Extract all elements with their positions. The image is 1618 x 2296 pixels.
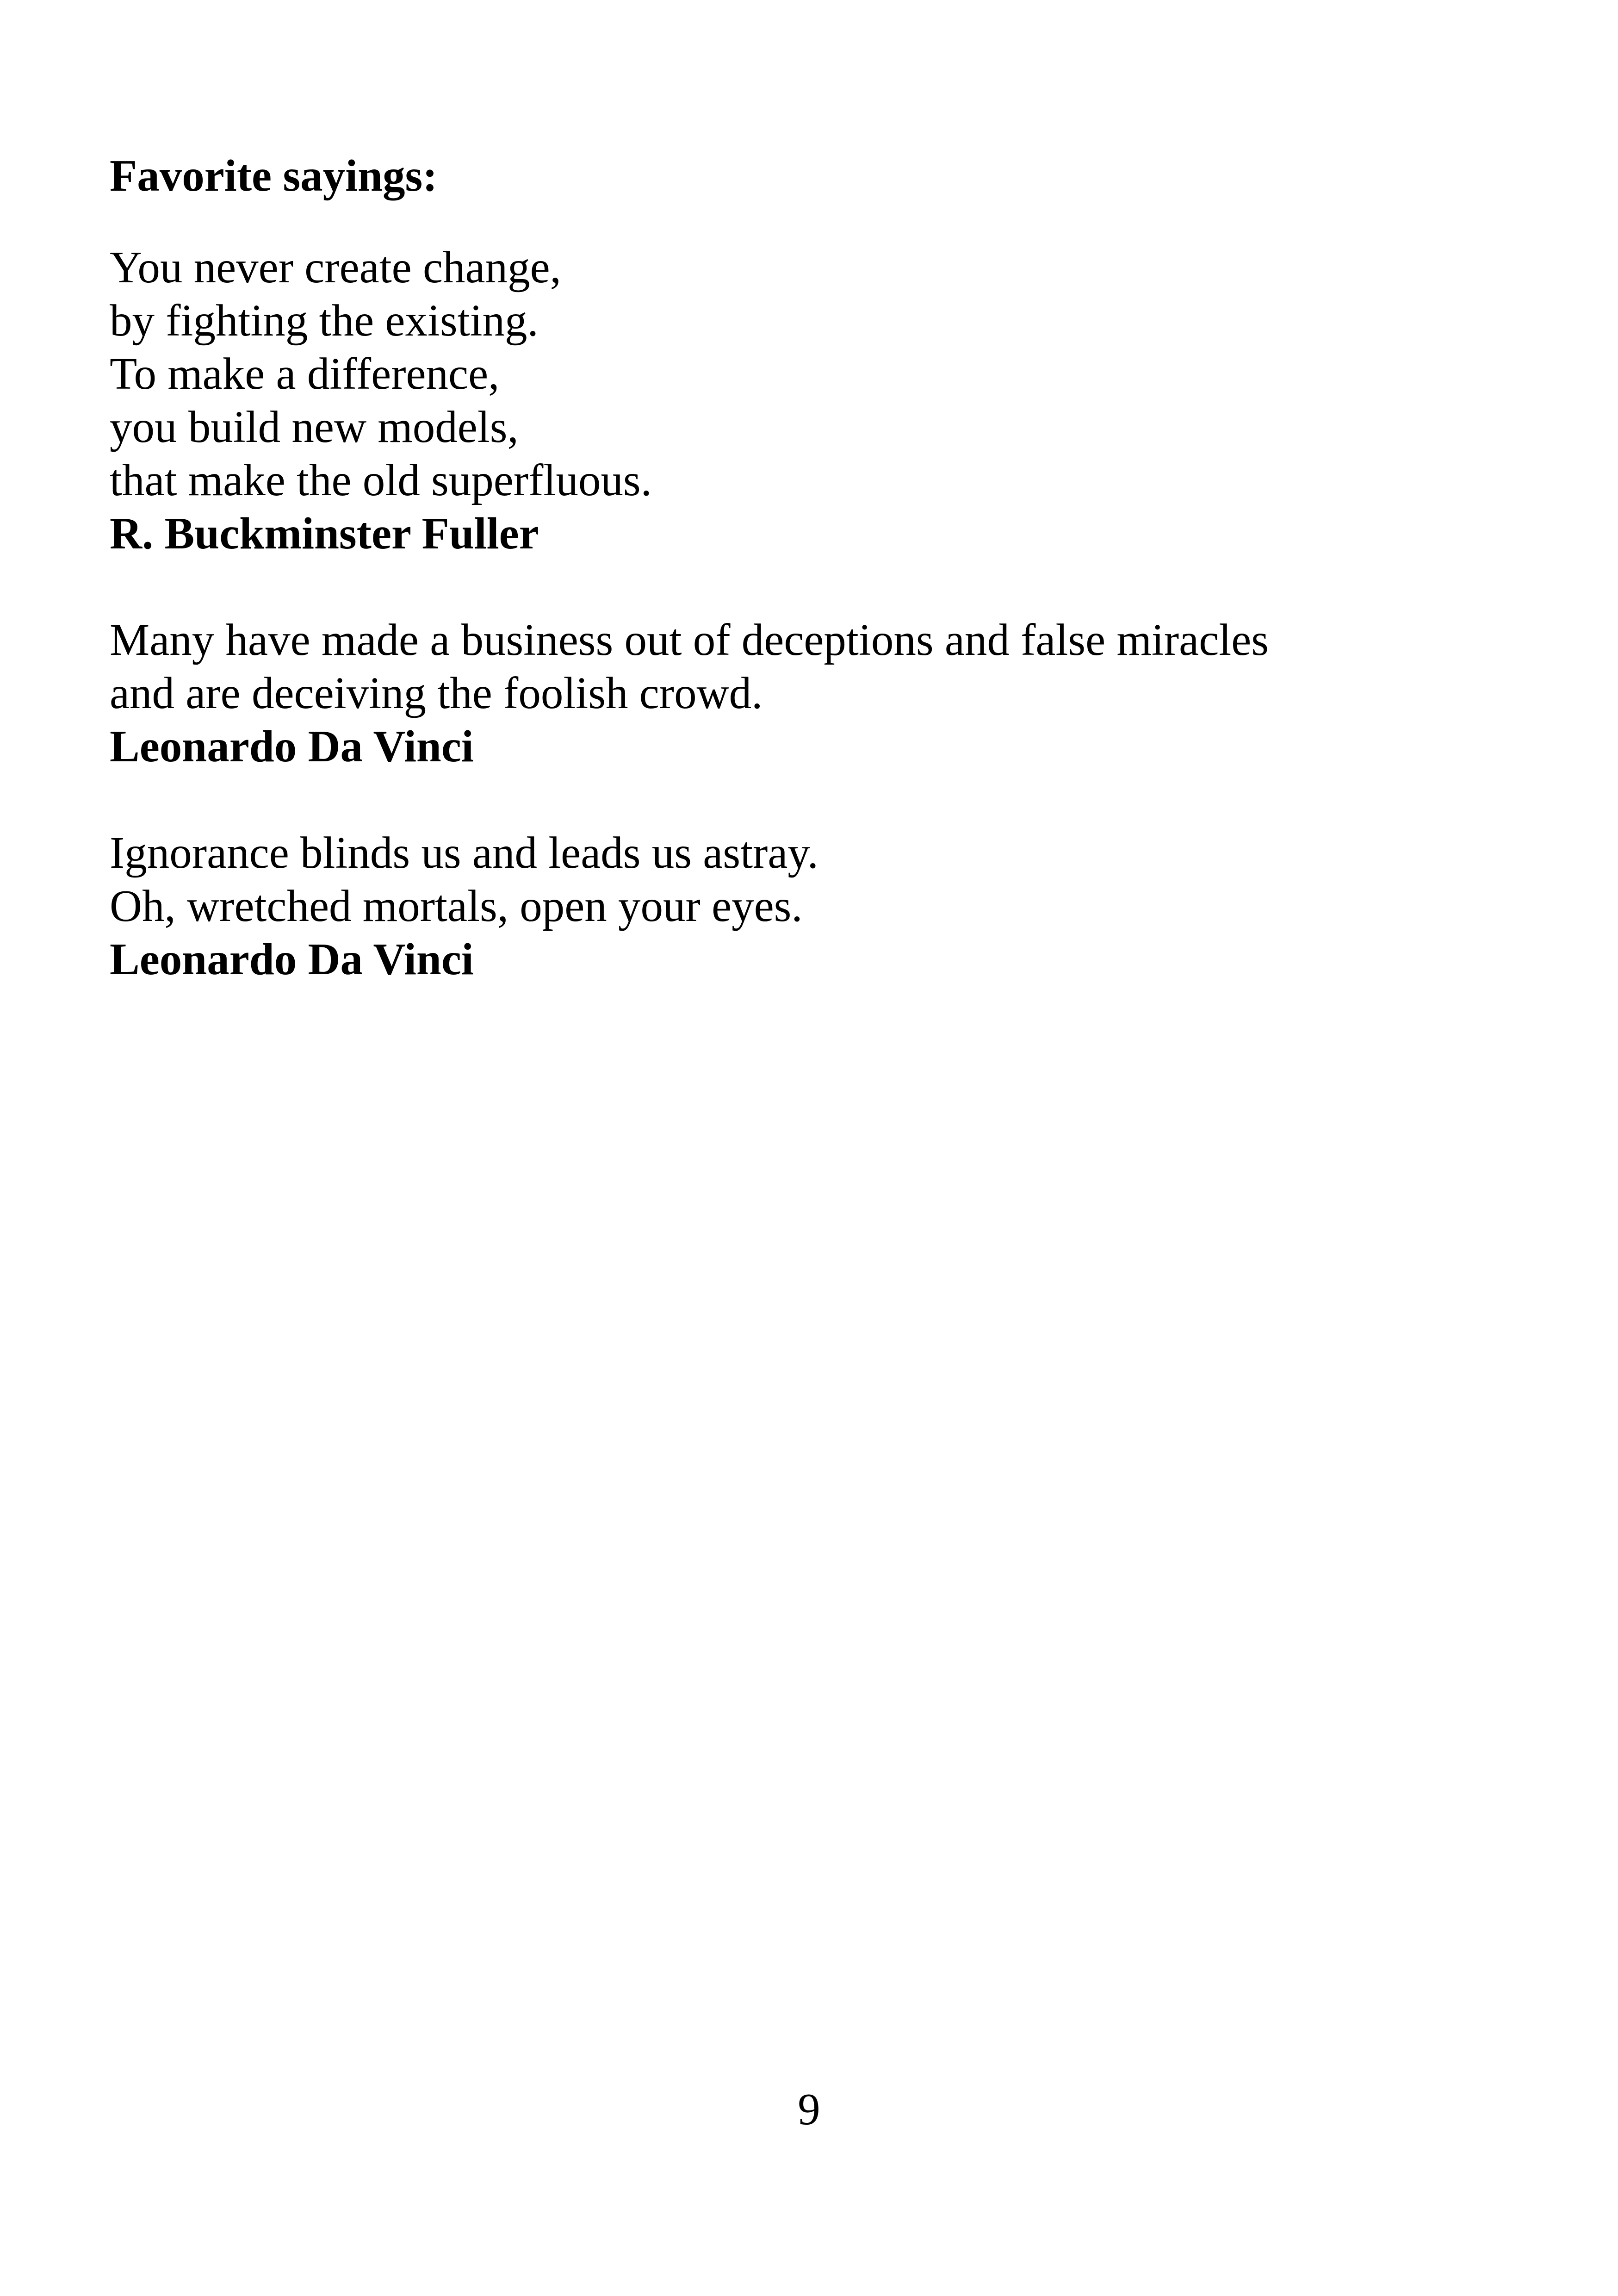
page-number: 9 — [798, 2084, 820, 2134]
quote-line: that make the old superfluous. — [110, 455, 652, 505]
quote-line: you build new models, — [110, 402, 519, 452]
quote-line: Ignorance blinds us and leads us astray. — [110, 828, 818, 877]
quote-author: R. Buckminster Fuller — [110, 509, 539, 558]
quote-block — [110, 613, 1525, 773]
quote-block — [110, 241, 1525, 560]
quote-author: Leonardo Da Vinci — [110, 934, 474, 984]
quote-line: by fighting the existing. — [110, 296, 539, 345]
quote-line: You never create change, — [110, 243, 561, 292]
quote-line: Many have made a business out of deceptions and false miracles — [110, 615, 1269, 665]
quote-author: Leonardo Da Vinci — [110, 722, 474, 771]
quote-block — [110, 826, 1525, 986]
page-content — [110, 139, 1525, 986]
quote-line: and are deceiving the foolish crowd. — [110, 668, 763, 718]
quote-line: Oh, wretched mortals, open your eyes. — [110, 881, 803, 931]
quote-line: To make a difference, — [110, 349, 500, 398]
section-heading: Favorite sayings: — [110, 151, 438, 200]
